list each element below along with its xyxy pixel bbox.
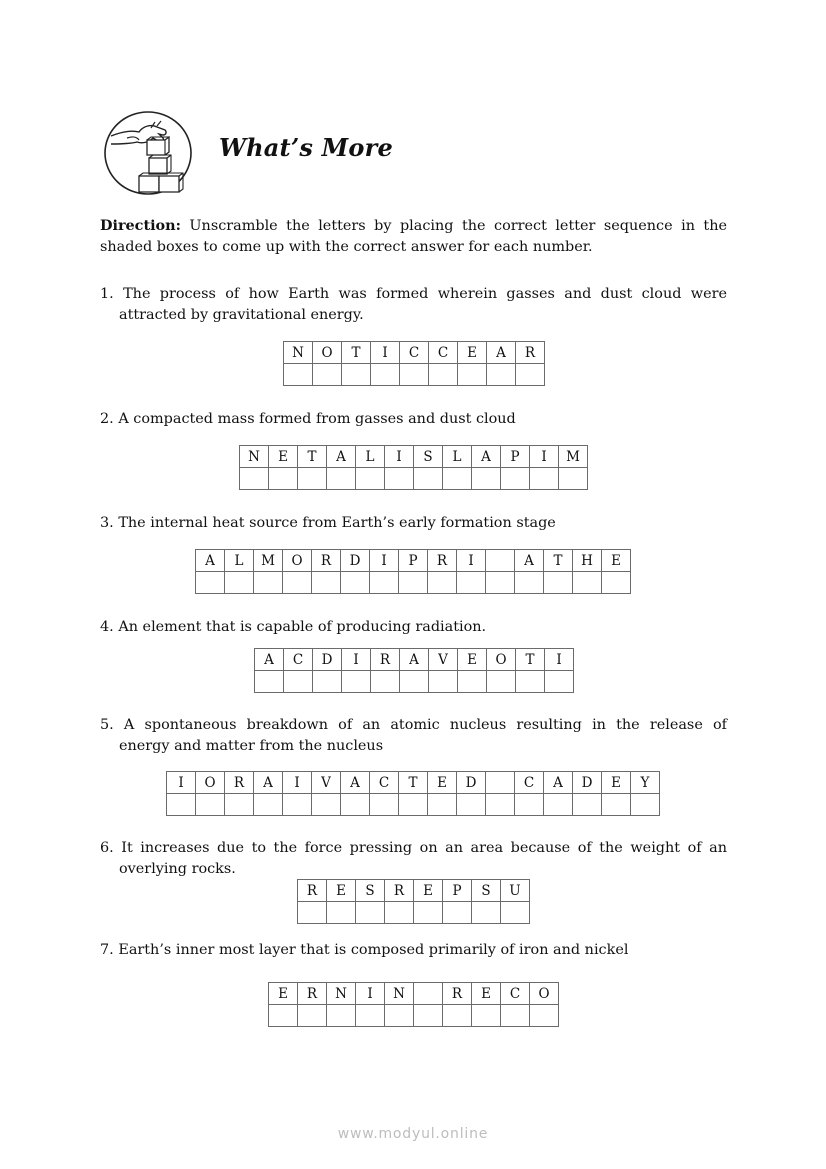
scrambled-letter-cell: E [269,446,298,468]
answer-box[interactable] [196,572,225,594]
answer-box[interactable] [341,572,370,594]
hand-stacking-blocks-icon [103,110,193,196]
question-1 [100,284,727,325]
scrambled-letter-cell: A [487,342,516,364]
answer-box[interactable] [443,1005,472,1027]
scrambled-letter-cell: D [457,772,486,794]
scrambled-letter-cell: T [342,342,371,364]
answer-box[interactable] [486,572,515,594]
scrambled-letter-cell: R [225,772,254,794]
scrambled-letter-cell: C [400,342,429,364]
answer-box[interactable] [443,902,472,924]
scrambled-letter-cell: R [298,983,327,1005]
answer-box[interactable] [501,902,530,924]
question-text-line2: energy and matter from the nucleus [119,737,384,754]
answer-box[interactable] [385,1005,414,1027]
question-4 [100,617,727,638]
scrambled-letter-cell: E [602,550,631,572]
question-text-line2: overlying rocks. [119,860,236,877]
scrambled-letter-cell: E [269,983,298,1005]
answer-box[interactable] [312,794,341,816]
answer-box[interactable] [255,671,284,693]
blank-letter-cell [486,550,515,572]
answer-box[interactable] [370,794,399,816]
scrambled-letter-cell: E [472,983,501,1005]
answer-box[interactable] [284,671,313,693]
scrambled-letter-cell: A [544,772,573,794]
scrambled-letter-cell: V [429,649,458,671]
scrambled-letter-cell: R [385,880,414,902]
question-text: A spontaneous breakdown of an atomic nucleus resulting in the release of [123,717,727,733]
letter-grid-1 [283,341,545,386]
letter-grid-3 [195,549,631,594]
scrambled-letter-cell: M [254,550,283,572]
direction-text: Unscramble the letters by placing the correct letter sequence in the shaded boxes to come up with the correct answer for each number. [100,218,727,255]
scrambled-letter-cell: V [312,772,341,794]
scrambled-letter-cell: T [399,772,428,794]
scrambled-letter-cell: I [385,446,414,468]
answer-box[interactable] [530,468,559,490]
scrambled-letter-cell: Y [631,772,660,794]
answer-box[interactable] [573,572,602,594]
answer-box[interactable] [399,794,428,816]
question-text-line1 [100,409,727,430]
question-text-line1 [100,617,727,638]
scrambled-letter-cell: O [530,983,559,1005]
scrambled-letter-cell: P [399,550,428,572]
question-text-line1 [100,513,727,534]
answer-box[interactable] [602,572,631,594]
question-number: 2. [100,411,114,427]
scrambled-letter-cell: R [371,649,400,671]
answer-box[interactable] [429,364,458,386]
answer-box[interactable] [414,1005,443,1027]
scrambled-letter-cell: I [356,983,385,1005]
answer-box[interactable] [458,671,487,693]
answer-box[interactable] [342,364,371,386]
scrambled-letter-cell: D [341,550,370,572]
scrambled-letter-cell: E [602,772,631,794]
scrambled-letter-cell: H [573,550,602,572]
answer-box[interactable] [515,572,544,594]
question-text: The internal heat source from Earth’s early formation stage [118,515,556,531]
scrambled-letter-cell: D [573,772,602,794]
answer-box[interactable] [443,468,472,490]
answer-box[interactable] [327,1005,356,1027]
answer-box[interactable] [167,794,196,816]
scrambled-letter-cell: C [284,649,313,671]
scrambled-letter-cell: N [240,446,269,468]
scrambled-letter-cell: E [414,880,443,902]
answer-box[interactable] [283,794,312,816]
page-title: What’s More [219,133,393,162]
letter-grid-2 [239,445,588,490]
scrambled-letter-cell: A [341,772,370,794]
question-text: Earth’s inner most layer that is composed primarily of iron and nickel [118,942,629,958]
answer-box[interactable] [487,364,516,386]
scrambled-letter-cell: R [298,880,327,902]
scrambled-letter-cell: A [327,446,356,468]
scrambled-letter-cell: I [370,550,399,572]
answer-box[interactable] [559,468,588,490]
answer-box[interactable] [545,671,574,693]
answer-box[interactable] [341,794,370,816]
answer-box[interactable] [428,572,457,594]
answer-box[interactable] [356,902,385,924]
scrambled-letter-cell: O [487,649,516,671]
answer-box[interactable] [472,902,501,924]
answer-box[interactable] [429,671,458,693]
direction-paragraph [100,216,727,257]
question-number: 5. [100,717,114,733]
answer-box[interactable] [298,902,327,924]
scrambled-letter-cell: O [283,550,312,572]
answer-box[interactable] [283,572,312,594]
answer-box[interactable] [457,572,486,594]
scrambled-letter-cell: U [501,880,530,902]
scrambled-letter-cell: P [501,446,530,468]
scrambled-letter-cell: N [327,983,356,1005]
letter-grid-5 [166,771,660,816]
answer-box[interactable] [196,794,225,816]
answer-box[interactable] [544,572,573,594]
question-number: 6. [100,840,114,856]
answer-box[interactable] [602,794,631,816]
scrambled-letter-cell: A [254,772,283,794]
answer-box[interactable] [269,468,298,490]
answer-box[interactable] [458,364,487,386]
scrambled-letter-cell: A [472,446,501,468]
letter-grid-7 [268,982,559,1027]
scrambled-letter-cell: E [327,880,356,902]
scrambled-letter-cell: L [225,550,254,572]
direction-label: Direction: [100,217,181,234]
answer-box[interactable] [400,364,429,386]
scrambled-letter-cell: I [545,649,574,671]
answer-box[interactable] [356,468,385,490]
question-text-line2: attracted by gravitational energy. [119,306,364,323]
answer-box[interactable] [313,364,342,386]
answer-box[interactable] [312,572,341,594]
scrambled-letter-cell: L [356,446,385,468]
scrambled-letter-cell: D [313,649,342,671]
letter-grid-4 [254,648,574,693]
question-2 [100,409,727,430]
question-text: A compacted mass formed from gasses and dust cloud [118,411,516,427]
scrambled-letter-cell: T [544,550,573,572]
answer-box[interactable] [371,671,400,693]
letter-grid-6 [297,879,530,924]
scrambled-letter-cell: I [167,772,196,794]
answer-box[interactable] [385,902,414,924]
scrambled-letter-cell: S [356,880,385,902]
question-3 [100,513,727,534]
scrambled-letter-cell: M [559,446,588,468]
answer-box[interactable] [472,468,501,490]
scrambled-letter-cell: E [458,649,487,671]
question-number: 4. [100,619,114,635]
scrambled-letter-cell: I [342,649,371,671]
answer-box[interactable] [414,468,443,490]
answer-box[interactable] [516,364,545,386]
question-number: 3. [100,515,114,531]
answer-box[interactable] [240,468,269,490]
answer-box[interactable] [254,572,283,594]
answer-box[interactable] [516,671,545,693]
question-6 [100,838,727,879]
question-7 [100,940,727,961]
blank-letter-cell [414,983,443,1005]
answer-box[interactable] [385,468,414,490]
question-5 [100,715,727,756]
answer-box[interactable] [284,364,313,386]
answer-box[interactable] [298,1005,327,1027]
question-text: It increases due to the force pressing on an area because of the weight of an [121,840,727,856]
answer-box[interactable] [225,794,254,816]
answer-box[interactable] [399,572,428,594]
scrambled-letter-cell: E [428,772,457,794]
scrambled-letter-cell: E [458,342,487,364]
question-text: The process of how Earth was formed wherein gasses and dust cloud were [123,286,727,302]
question-number: 7. [100,942,114,958]
answer-box[interactable] [428,794,457,816]
answer-box[interactable] [356,1005,385,1027]
scrambled-letter-cell: S [414,446,443,468]
scrambled-letter-cell: N [385,983,414,1005]
answer-box[interactable] [313,671,342,693]
scrambled-letter-cell: I [457,550,486,572]
answer-box[interactable] [631,794,660,816]
scrambled-letter-cell: N [284,342,313,364]
scrambled-letter-cell: C [501,983,530,1005]
answer-box[interactable] [472,1005,501,1027]
scrambled-letter-cell: C [370,772,399,794]
answer-box[interactable] [414,902,443,924]
answer-box[interactable] [501,468,530,490]
scrambled-letter-cell: L [443,446,472,468]
answer-box[interactable] [371,364,400,386]
scrambled-letter-cell: P [443,880,472,902]
scrambled-letter-cell: A [196,550,225,572]
scrambled-letter-cell: T [516,649,545,671]
answer-box[interactable] [515,794,544,816]
answer-box[interactable] [544,794,573,816]
scrambled-letter-cell: A [255,649,284,671]
scrambled-letter-cell: R [428,550,457,572]
answer-box[interactable] [298,468,327,490]
scrambled-letter-cell: T [298,446,327,468]
answer-box[interactable] [501,1005,530,1027]
answer-box[interactable] [327,902,356,924]
scrambled-letter-cell: C [515,772,544,794]
scrambled-letter-cell: I [530,446,559,468]
answer-box[interactable] [457,794,486,816]
answer-box[interactable] [400,671,429,693]
scrambled-letter-cell: A [400,649,429,671]
watermark: www.modyul.online [337,1126,489,1142]
scrambled-letter-cell: S [472,880,501,902]
scrambled-letter-cell: I [283,772,312,794]
question-text-line1 [100,838,727,859]
answer-box[interactable] [370,572,399,594]
answer-box[interactable] [269,1005,298,1027]
answer-box[interactable] [573,794,602,816]
answer-box[interactable] [327,468,356,490]
blank-letter-cell [486,772,515,794]
scrambled-letter-cell: A [515,550,544,572]
answer-box[interactable] [530,1005,559,1027]
question-number: 1. [100,286,114,302]
scrambled-letter-cell: O [196,772,225,794]
scrambled-letter-cell: R [312,550,341,572]
answer-box[interactable] [486,794,515,816]
scrambled-letter-cell: I [371,342,400,364]
scrambled-letter-cell: C [429,342,458,364]
answer-box[interactable] [225,572,254,594]
question-text-line1 [100,715,727,736]
question-text-line1 [100,284,727,305]
answer-box[interactable] [254,794,283,816]
scrambled-letter-cell: R [443,983,472,1005]
question-text: An element that is capable of producing radiation. [118,619,487,635]
answer-box[interactable] [342,671,371,693]
question-text-line1 [100,940,727,961]
answer-box[interactable] [487,671,516,693]
scrambled-letter-cell: O [313,342,342,364]
scrambled-letter-cell: R [516,342,545,364]
